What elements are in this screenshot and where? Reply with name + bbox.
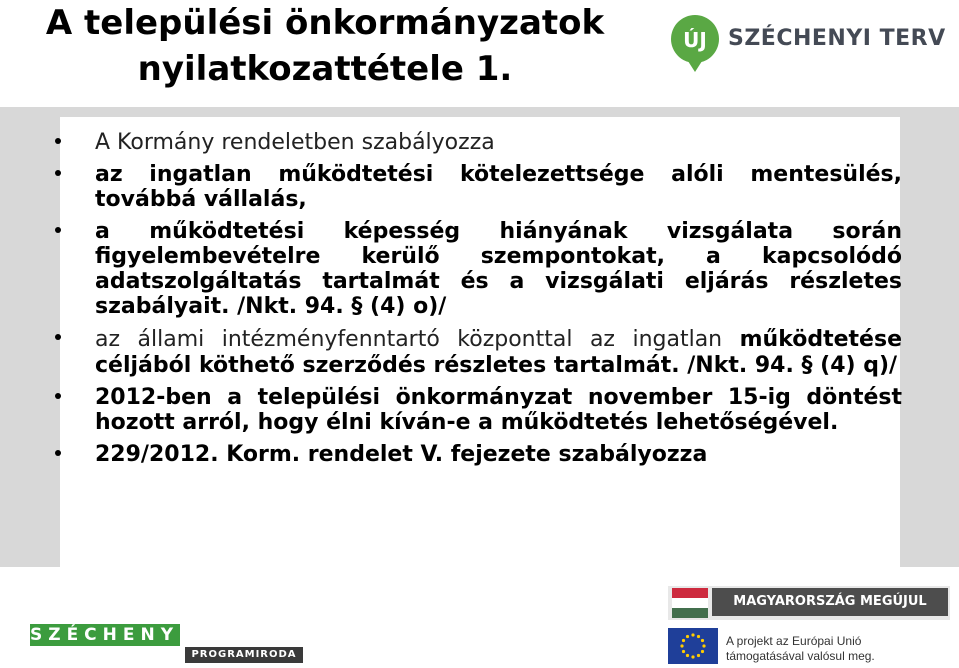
- eu-support-line1: A projekt az Európai Unió: [726, 634, 862, 648]
- bullet-dot-icon: [55, 138, 61, 144]
- bullet-dot-icon: [55, 170, 61, 176]
- bullet-item: [55, 219, 902, 319]
- bullet-item: [55, 162, 902, 212]
- szechenyi-logo-text: SZÉCHENYI: [30, 625, 192, 645]
- bullet-text-bold-part: működtetése céljából köthető szerződés részletes tartalmát. /Nkt. 94. § (4) q)/: [95, 327, 902, 378]
- uj-logo-text: ÚJ: [683, 28, 707, 52]
- magyarorszag-megujul-text: MAGYARORSZÁG MEGÚJUL: [712, 588, 948, 616]
- hungarian-flag-icon: [672, 588, 708, 618]
- eu-support-line2: támogatásával valósul meg.: [726, 649, 875, 663]
- bullet-text: A Kormány rendeletben szabályozza: [95, 130, 495, 155]
- programiroda-text: PROGRAMIRODA: [191, 649, 297, 660]
- bullet-text: 229/2012. Korm. rendelet V. fejezete szabályozza: [95, 442, 708, 467]
- bullet-text-mixed: [95, 326, 902, 378]
- slide-title-line1: A települési önkormányzatok: [45, 3, 605, 43]
- bullet-dot-icon: [55, 450, 61, 456]
- bullet-list: [55, 130, 902, 474]
- bullet-text-normal-part: az állami intézményfenntartó központtal az ingatlan: [95, 327, 740, 352]
- bullet-dot-icon: [55, 227, 61, 233]
- uj-szechenyi-pin-icon: [664, 12, 726, 74]
- bullet-item: [55, 442, 902, 467]
- bullet-dot-icon: [55, 334, 61, 340]
- bullet-item: [55, 130, 902, 155]
- bullet-text: a működtetési képesség hiányának vizsgálata során figyelembevételre kerülő szempontokat, a kapcsolódó adatszolgáltatás tartalmát és a vizsgálati eljárás részletes szabályait. /Nkt. 94. § (4) o)/: [95, 219, 902, 319]
- bullet-dot-icon: [55, 393, 61, 399]
- eu-flag-icon: [668, 628, 718, 664]
- slide-title: [0, 0, 650, 92]
- bullet-item: [55, 326, 902, 378]
- szechenyi-terv-logo-text: SZÉCHENYI TERV: [728, 26, 946, 51]
- eu-support-text: [726, 634, 875, 664]
- bullet-text: az ingatlan működtetési kötelezettsége alóli mentesülés, továbbá vállalás,: [95, 162, 902, 212]
- bullet-text: 2012-ben a települési önkormányzat november 15-ig döntést hozott arról, hogy élni kíván-e a működtetés lehetőségével.: [95, 385, 902, 435]
- bullet-item: [55, 385, 902, 435]
- slide-title-line2: nyilatkozattétele 1.: [137, 49, 513, 89]
